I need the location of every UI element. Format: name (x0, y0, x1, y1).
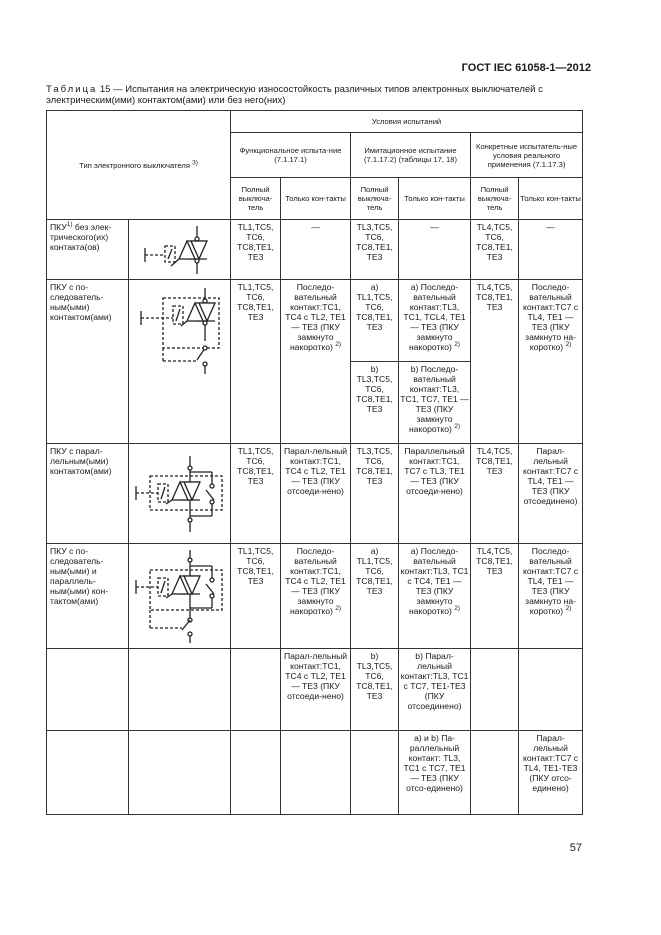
r4-full-functional: TL1,TC5, TC6, TC8,TE1, TE3 (231, 544, 281, 649)
header-full-switch-3: Полный выключа-тель (471, 178, 519, 220)
electrical-endurance-table (46, 110, 583, 815)
r3-full-real: TL4,TC5, TC8,TE1, TE3 (471, 444, 519, 544)
empty-cell (281, 731, 351, 815)
r5-contacts-simulation: b) Парал-лельный контакт:TL3, TC1 с TC7, TE1-TE3 (ПКУ отсоединено) (399, 649, 471, 731)
header-simulation-test: Имитационное испытание (7.1.17.2) (таблицы 17, 18) (351, 133, 471, 178)
document-id: ГОСТ IEC 61058-1—2012 (461, 62, 591, 74)
r1-full-real: TL4,TC5, TC6, TC8,TE1, TE3 (471, 220, 519, 280)
r4-full-simulation: а) TL1,TC5, TC6, TC8,TE1, TE3 (351, 544, 399, 649)
header-functional-test: Функциональное испыта-ние (7.1.17.1) (231, 133, 351, 178)
r6-contacts-real: Парал-лельный контакт:TC7 с TL4, TE1-TE3 (ПКУ отсо-единено) (519, 731, 583, 815)
r2-full-functional: TL1,TC5, TC6, TC8,TE1, TE3 (231, 280, 281, 444)
table-row (47, 444, 583, 544)
r5-contacts-functional: Парал-лельный контакт:TC1, TC4 с TL2, TE1 — TE3 (ПКУ отсоеди-нено) (281, 649, 351, 731)
r3-contacts-functional: Парал-лельный контакт:TC1, TC4 с TL2, TE1 — TE3 (ПКУ отсоеди-нено) (281, 444, 351, 544)
r1-contacts-functional: — (281, 220, 351, 280)
r5-full-simulation: b) TL3,TC5, TC6, TC8,TE1, TE3 (351, 649, 399, 731)
empty-cell (471, 731, 519, 815)
header-test-conditions: Условия испытаний (231, 111, 583, 133)
circuit-symbol-parallel-contact (129, 444, 231, 544)
table-row (47, 220, 583, 280)
header-full-switch-2: Полный выключа-тель (351, 178, 399, 220)
empty-cell (231, 731, 281, 815)
header-full-switch-1: Полный выключа-тель (231, 178, 281, 220)
empty-cell (351, 731, 399, 815)
r2b-full-simulation: b) TL3,TC5, TC6, TC8,TE1, TE3 (351, 362, 399, 444)
header-real-application-test: Конкретные испытатель-ные условия реального применения (7.1.17.3) (471, 133, 583, 178)
type-cell: ПКУ с по-следователь-ным(ыми) и параллель-ным(ыми) кон-тактом(ами) (47, 544, 129, 649)
page-number: 57 (569, 842, 582, 854)
header-contacts-only-2: Только кон-такты (399, 178, 471, 220)
type-cell: ПКУ с парал-лельным(ыми) контактом(ами) (47, 444, 129, 544)
table-caption (46, 84, 591, 106)
table-row (47, 280, 583, 362)
circuit-symbol-series-contact (129, 280, 231, 444)
header-switch-type: Тип электронного выключателя $^{3)}$ (47, 111, 231, 220)
r6-contacts-simulation: а) и b) Па-раллельный контакт: TL3, TC1 с TC7, TE1 — TE3 (ПКУ отсо-единено) (399, 731, 471, 815)
caption-text: 15 — Испытания на электрическую износостойкость различных типов электронных выключателей с электрическим(ими) контактом(ами) или без него(них) (46, 84, 543, 106)
empty-cell (129, 649, 231, 731)
type-cell: ПКУ с по-следователь-ным(ыми) контактом(ами) (47, 280, 129, 444)
type-cell: ПКУ$^{1)}$ без элек-трического(их) контакта(ов) (47, 220, 129, 280)
empty-cell (47, 649, 129, 731)
empty-cell (231, 649, 281, 731)
r4-contacts-functional: Последо-вательный контакт:TC1, TC4 с TL2, TE1 — TE3 (ПКУ замкнуто накоротко) $^{2)}$ (281, 544, 351, 649)
header-contacts-only-3: Только кон-такты (519, 178, 583, 220)
r2-contacts-functional: Последо-вательный контакт:TC1, TC4 с TL2, TE1 — TE3 (ПКУ замкнуто накоротко) $^{2)}$ (281, 280, 351, 444)
r3-contacts-real: Парал-лельный контакт:TC7 с TL4, TE1 — TE3 (ПКУ отсоединено) (519, 444, 583, 544)
empty-cell (519, 649, 583, 731)
r4-full-real: TL4,TC5, TC8,TE1, TE3 (471, 544, 519, 649)
table-row (47, 544, 583, 649)
table-row (47, 649, 583, 731)
empty-cell (129, 731, 231, 815)
r2b-contacts-simulation: b) Последо-вательный контакт:TL3, TC1, TC7, TE1 — TE3 (ПКУ замкнуто накоротко) $^{2)}$ (399, 362, 471, 444)
r3-full-simulation: TL3,TC5, TC6, TC8,TE1, TE3 (351, 444, 399, 544)
r2-full-real: TL4,TC5, TC8,TE1, TE3 (471, 280, 519, 444)
empty-cell (471, 649, 519, 731)
header-contacts-only-1: Только кон-такты (281, 178, 351, 220)
r4-contacts-simulation: а) Последо-вательный контакт:TL3, TC1 с TC4, TE1 — TE3 (ПКУ замкнуто накоротко) $^{2)}$ (399, 544, 471, 649)
circuit-symbol-series-parallel-contact (129, 544, 231, 649)
circuit-symbol-semiconductor (129, 220, 231, 280)
r4-contacts-real: Последо-вательный контакт:TC7 с TL4, TE1 — TE3 (ПКУ замкнуто на-коротко) $^{2)}$ (519, 544, 583, 649)
empty-cell (47, 731, 129, 815)
r1-contacts-real: — (519, 220, 583, 280)
r3-full-functional: TL1,TC5, TC6, TC8,TE1, TE3 (231, 444, 281, 544)
r1-full-simulation: TL3,TC5, TC6, TC8,TE1, TE3 (351, 220, 399, 280)
r1-full-functional: TL1,TC5, TC6, TC8,TE1, TE3 (231, 220, 281, 280)
r2-contacts-real: Последо-вательный контакт:TC7 с TL4, TE1 — TE3 (ПКУ замкнуто на-коротко) $^{2)}$ (519, 280, 583, 444)
r2a-contacts-simulation: а) Последо-вательный контакт:TL3, TC1, TCL4, TE1 — TE3 (ПКУ замкнуто накоротко) $^{2)}$ (399, 280, 471, 362)
caption-prefix: Таблица (46, 84, 98, 95)
r2a-full-simulation: а) TL1,TC5, TC6, TC8,TE1, TE3 (351, 280, 399, 362)
table-row (47, 731, 583, 815)
r3-contacts-simulation: Параллельный контакт:TC1, TC7 с TL3, TE1 — TE3 (ПКУ отсоеди-нено) (399, 444, 471, 544)
r1-contacts-simulation: — (399, 220, 471, 280)
